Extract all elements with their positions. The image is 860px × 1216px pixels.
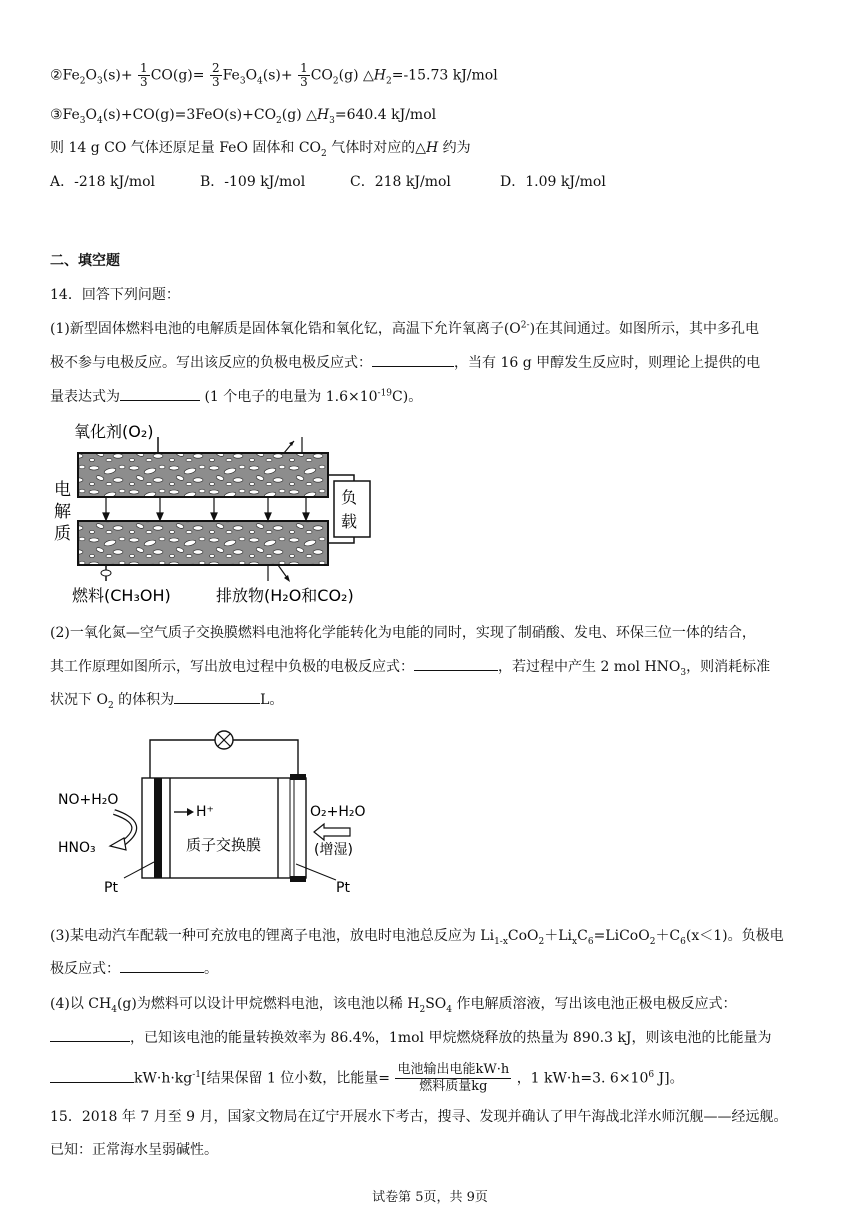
oxidant-label: 氧化剂(O₂) [74,422,154,441]
answer-blank[interactable] [120,386,200,401]
question-15-line2: 已知：正常海水呈弱碱性。 [50,1142,218,1158]
equation-3: $③Fe_3O_4(s)+CO(g)=3FeO(s)+CO_2(g)$ $\triangle H_3=640.4$ kJ/mol [50,107,437,126]
fraction: $\frac{2}{3}$ [211,61,220,89]
electrolyte-label-3: 质 [54,524,71,544]
option-d: D．1.09 kJ/mol [500,174,606,190]
q14-part3-line1: (3)某电动汽车配载一种可充放电的锂离子电池，放电时电池总反应为 $Li_{1-x}CoO_2+Li_xC_6=LiCoO_2+C_6(x<1)$。负极电 [50,928,784,947]
cathode-input-label: O₂+H₂O [310,804,366,820]
anode-input-label: NO+H₂O [58,792,119,808]
fraction: $\frac{1}{3}$ [140,61,148,89]
membrane-label: 质子交换膜 [186,836,262,854]
answer-blank[interactable] [414,656,498,671]
fuel-label: 燃料(CH₃OH) [72,586,171,605]
answer-blank[interactable] [120,958,204,973]
load-label-1: 负 [341,488,358,507]
humidified-label: (增湿) [314,842,353,858]
question-15-line1: 15．2018 年 7 月至 9 月，国家文物局在辽宁开展水下考古，搜寻、发现并确认了甲午海战北洋水师沉舰——经远舰。 [50,1109,788,1125]
proton-label: H⁺ [196,804,214,820]
question-14-head: 14．回答下列问题： [50,287,180,303]
pem-cell-diagram [52,728,382,898]
answer-blank[interactable] [50,1068,134,1083]
pt-right-label: Pt [336,880,350,896]
question-13-options [50,171,606,193]
answer-blank[interactable] [50,1027,130,1042]
electrolyte-label-1: 电 [54,480,71,500]
pt-left-label: Pt [104,880,118,896]
load-label-2: 载 [341,512,358,531]
option-c: C．218 kJ/mol [350,174,451,190]
q14-part1-line2: 极不参与电极反应。写出该反应的负极电极反应式： ，当有 16 g 甲醇发生反应时，则理论上提供的电 [50,352,760,374]
q14-part1-line1: (1)新型固体燃料电池的电解质是固体氧化锆和氧化钇，高温下允许氧离子$(O^{2-})$在其间通过。如图所示，其中多孔电 [50,320,760,337]
equation-2: $②Fe_2O_3(s)+$ $\frac{1}{3}$ CO(g)= $\frac{2}{3}$ $Fe_3O_4(s)+$ $\frac{1}{3}$ $CO_2(g)$ $\triangle H_2=-15.73$ kJ/mol [50,61,498,89]
section-title: 二、填空题 [50,253,120,269]
specific-energy-fraction: $\frac{\text{电池输出电能kW·h}}{\text{燃料质量kg}}$ [397,1062,510,1094]
page-footer: 试卷第 5页，共 9页 [372,1190,488,1205]
option-a: A．-218 kJ/mol [50,174,156,190]
q14-part4-line3: $kW\cdot h\cdot kg^{-1}$[结果保留 1 位小数，比能量= $\frac{\text{电池输出电能kW·h}}{\text{燃料质量kg}}$ ，1 kW·h=3. $6\times 10^6$ J]。 [50,1062,684,1095]
answer-blank[interactable] [174,689,260,704]
q14-part4-line1: (4)以 $CH_4(g)$为燃料可以设计甲烷燃料电池，该电池以稀 $H_2SO_4$ 作电解质溶液，写出该电池正极电极反应式： [50,996,737,1015]
q14-part2-line2: 其工作原理如图所示，写出放电过程中负极的电极反应式： ，若过程中产生 2 mol $HNO_3$，则消耗标准 [50,656,770,678]
q14-part1-line3: 量表达式为 (1 个电子的电量为 $1.6\times 10^{-19}C$)。 [50,386,422,408]
electrolyte-label-2: 解 [54,502,71,522]
option-b: B．-109 kJ/mol [200,174,306,190]
anode-output-label: HNO₃ [58,840,96,856]
q14-part3-line2: 极反应式： 。 [50,958,218,980]
exhaust-label: 排放物(H₂O和CO₂) [216,586,354,605]
q14-part4-line2: ，已知该电池的能量转换效率为 86.4%，1mol 甲烷燃烧释放的热量为 890.3 kJ，则该电池的比能量为 [50,1027,772,1049]
q14-part2-line3: 状况下 $O_2$ 的体积为 L。 [50,689,283,711]
fraction: $\frac{1}{3}$ [300,61,308,89]
q14-part2-line1: (2)一氧化氮—空气质子交换膜燃料电池将化学能转化为电能的同时，实现了制硝酸、发电、环保三位一体的结合， [50,625,756,641]
fuel-cell-diagram [48,415,378,610]
answer-blank[interactable] [372,352,454,367]
question-13-stem: 则 14 g CO 气体还原足量 FeO 固体和 $CO_2$ 气体时对应的△H 约为 [50,140,471,159]
